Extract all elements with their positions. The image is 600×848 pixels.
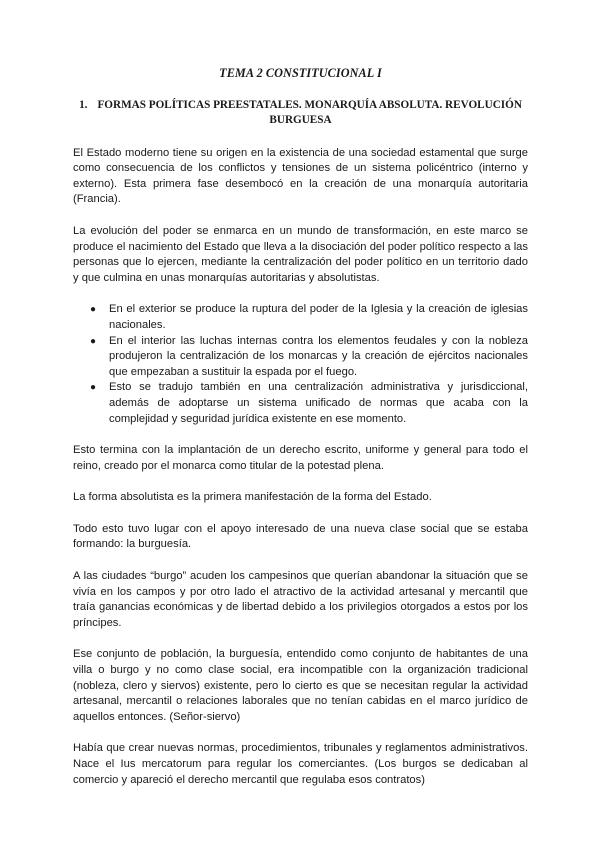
paragraph: Todo esto tuvo lugar con el apoyo interesado de una nueva clase social que se estaba formando: la burguesía. xyxy=(73,522,528,551)
paragraph: Ese conjunto de población, la burguesía, entendido como conjunto de habitantes de una villa o burgo y no como clase social, era incompatible con la organización tradicional (nobleza, clero y siervos) existente, pero lo cierto es que se necesitan regular la actividad artesanal, mercantil o relaciones laborales que no tenían cabidas en el marco jurídico de aquellos entonces. (Señor-siervo) xyxy=(73,648,528,723)
list-item xyxy=(90,380,528,427)
paragraph: El Estado moderno tiene su origen en la existencia de una sociedad estamental que surge como consecuencia de los conflictos y tensiones de un sistema policéntrico (interno y externo). Esta primera fase desembocó en la creación de una monarquía autoritaria (Francia). xyxy=(73,146,528,206)
bullet-icon: ● xyxy=(90,382,97,394)
section-number: 1. xyxy=(79,98,88,111)
section-heading-text: FORMAS POLÍTICAS PREESTATALES. MONARQUÍA ABSOLUTA. REVOLUCIÓN BURGUESA xyxy=(97,98,522,126)
paragraph: Esto termina con la implantación de un derecho escrito, uniforme y general para todo el reino, creado por el monarca como titular de la potestad plena. xyxy=(73,444,528,472)
bullet-list xyxy=(73,302,528,427)
list-item xyxy=(90,334,528,381)
list-item-text: En el exterior se produce la ruptura del poder de la Iglesia y la creación de iglesias nacionales. xyxy=(109,303,528,331)
list-item-text: Esto se tradujo también en una centralización administrativa y jurisdiccional, además de adoptarse un sistema unificado de normas que acaba con la complejidad y seguridad jurídica existente en ese momento. xyxy=(109,381,528,425)
bullet-icon: ● xyxy=(90,304,97,316)
list-item xyxy=(90,302,528,333)
bullet-icon: ● xyxy=(90,335,97,347)
document-title: TEMA 2 CONSTITUCIONAL I xyxy=(219,66,382,80)
list-item-text: En el interior las luchas internas contra los elementos feudales y con la nobleza produjeron la centralización de los monarcas y la creación de ejércitos nacionales que empezaban a sustituir la espada por el fuego. xyxy=(109,334,528,378)
paragraph: Había que crear nuevas normas, procedimientos, tribunales y reglamentos administrativos. Nace el Ius mercatorum para regular los comerciantes. (Los burgos se dedicaban al comercio y apareció el derecho mercantil que regulaba esos contratos) xyxy=(73,742,528,786)
section-heading xyxy=(73,98,528,128)
paragraph: La evolución del poder se enmarca en un mundo de transformación, en este marco se produce el nacimiento del Estado que lleva a la disociación del poder político respecto a las personas que lo ejercen, mediante la centralización del poder político en un territorio dado y que culmina en unas monarquías autoritarias y absolutistas. xyxy=(73,224,528,284)
paragraph: A las ciudades “burgo” acuden los campesinos que querían abandonar la situación que se vivía en los campos y por otro lado el atractivo de la actividad artesanal y mercantil que traía ganancias económicas y de libertad debido a los privilegios otorgados a estos por los príncipes. xyxy=(73,570,528,629)
paragraph: La forma absolutista es la primera manifestación de la forma del Estado. xyxy=(73,491,432,504)
